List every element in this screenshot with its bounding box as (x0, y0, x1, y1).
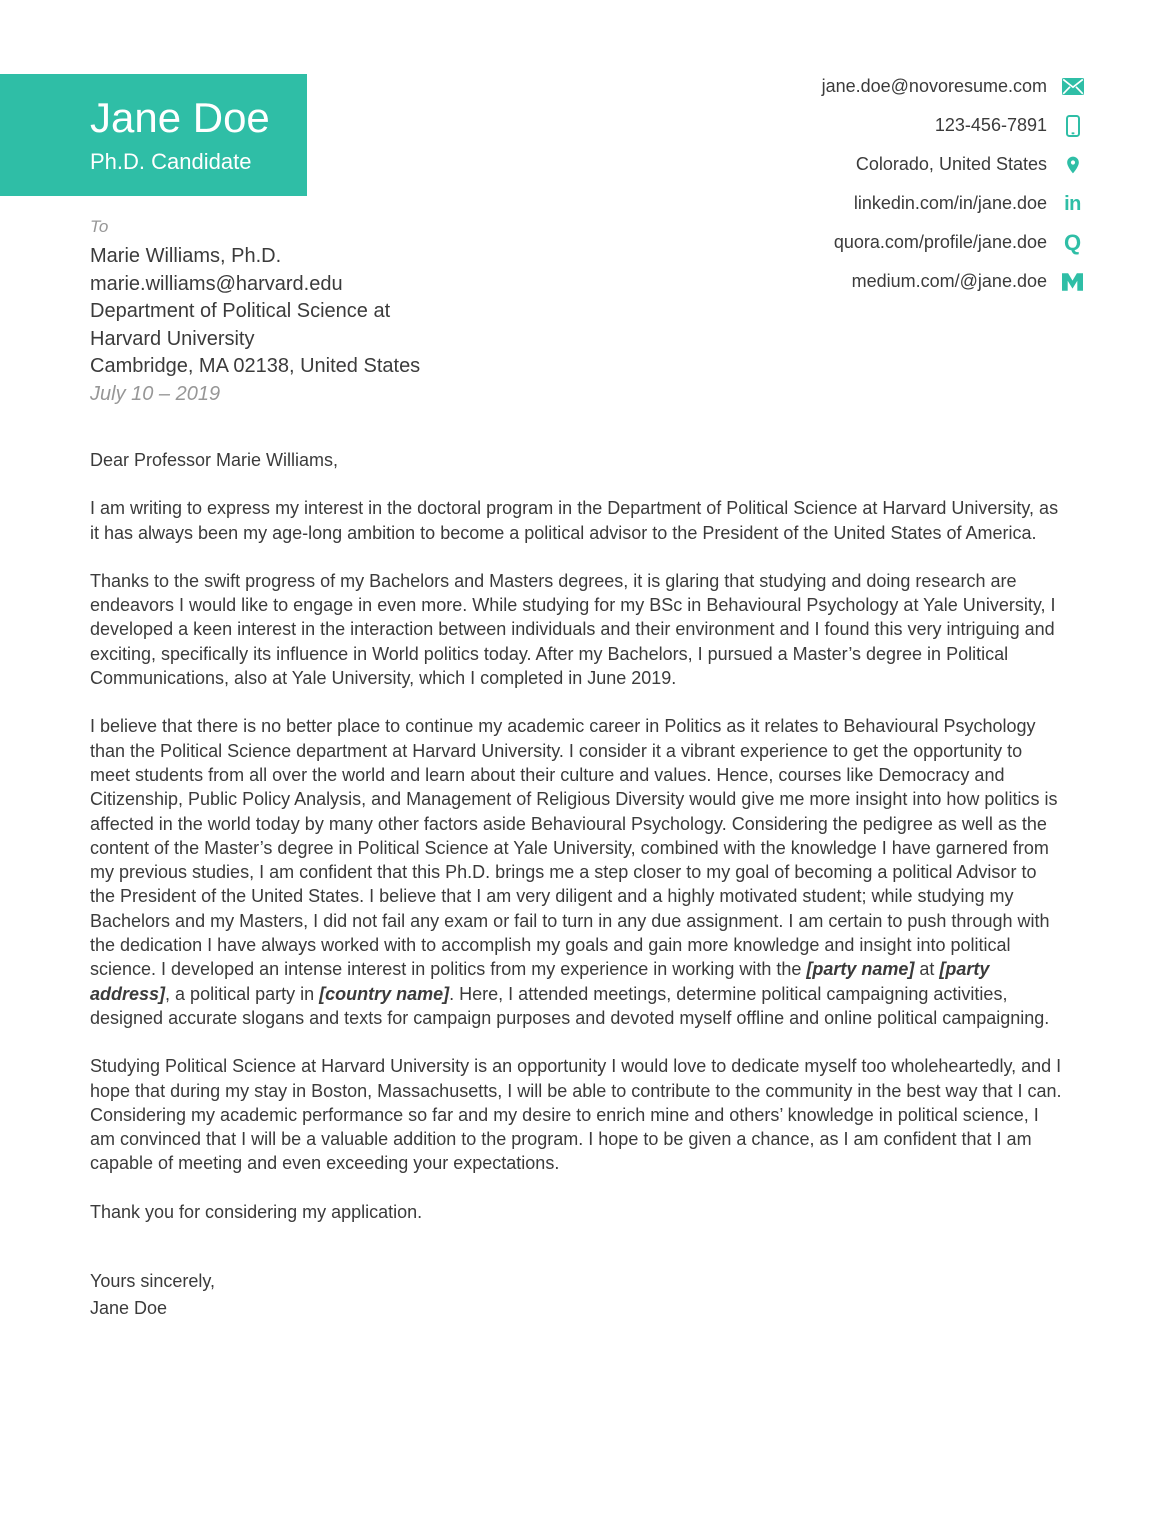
paragraph-5: Thank you for considering my application. (90, 1201, 423, 1222)
salutation: Dear Professor Marie Williams, (90, 450, 339, 470)
contact-list (822, 67, 1085, 301)
closing-phrase: Yours sincerely, (90, 1271, 216, 1292)
email-icon (1060, 75, 1085, 99)
linkedin-icon: in (1064, 192, 1081, 215)
smartphone-icon (1060, 114, 1085, 138)
location-pin-icon (1060, 153, 1085, 177)
signature-name: Jane Doe (90, 1298, 168, 1319)
candidate-title: Ph.D. Candidate (90, 148, 252, 174)
phone-number[interactable]: 123-456-7891 (934, 115, 1047, 135)
contact-row-phone (935, 106, 1085, 145)
paragraph-3: I believe that there is no better place to continue my academic career in Politics as it relates to Behavioural Psychology than the Political Science department at Harvard University. I consider it a vibrant experience to get the opportunity to meet students from all over the world and learn about their culture and values. Hence, courses like Democracy and Citizenship, Public Policy Analysis, and Management of Religious Diversity would give me more insight into how politics is affected in the world today by many other factors aside Behavioural Psychology. Considering the pedigree as well as the content of the Master’s degree in Political Science at Yale University, combined with the knowledge I have garnered from my previous studies, I am confident that this Ph.D. brings me a step closer to my goal of becoming a political Advisor to the President of the United States. I believe that I am very diligent and a highly motivated student; while studying my Bachelors and my Masters, I did not fail any exam or fail to turn in any due assignment. I am certain to push through with the dedication I have always worked with to accomplish my goals and gain more knowledge and insight into political science. I developed an intense interest in politics from my experience in working with the [party name] at [party address], a political party in [country name]. Here, I attended meetings, determine political campaigning activities, designed accurate slogans and texts for campaign purposes and devoted myself offline and online political campaigning. (90, 716, 1058, 1028)
contact-row-quora (834, 223, 1085, 262)
recipient-department: Department of Political Science at (90, 300, 391, 322)
paragraph-4: Studying Political Science at Harvard University is an opportunity I would love to dedicate myself too wholeheartedly, and I hope that during my stay in Boston, Massachusetts, I will be able to contribute to the community in the best way that I can. Considering my academic performance so far and my desire to enrich mine and others’ knowledge in political science, I am convinced that I will be a valuable addition to the program. I hope to be given a chance, as I am confident that I am capable of meeting and even exceeding your expectations. (90, 1056, 1062, 1174)
medium-icon (1060, 270, 1085, 294)
name-banner (0, 74, 307, 196)
contact-row-email (822, 67, 1085, 106)
location-text: Colorado, United States (855, 154, 1047, 174)
contact-row-linkedin (854, 184, 1085, 223)
to-label: To (90, 217, 109, 236)
candidate-name: Jane Doe (90, 94, 270, 142)
recipient-address: Cambridge, MA 02138, United States (90, 355, 421, 377)
paragraph-1: I am writing to express my interest in the doctoral program in the Department of Political Science at Harvard University, as it has always been my age-long ambition to become a political advisor to the President of the United States of America. (90, 498, 1059, 543)
recipient-email[interactable]: marie.williams@harvard.edu (90, 272, 343, 295)
linkedin-link[interactable]: linkedin.com/in/jane.doe (853, 193, 1047, 213)
letter-date: July 10 – 2019 (90, 382, 221, 405)
contact-row-location (856, 145, 1085, 184)
quora-link[interactable]: quora.com/profile/jane.doe (833, 232, 1047, 252)
contact-row-medium (852, 262, 1085, 301)
closing-block (90, 1268, 1065, 1322)
quora-icon: Q (1063, 229, 1082, 255)
paragraph-2: Thanks to the swift progress of my Bachelors and Masters degrees, it is glaring that studying and doing research are endeavors I would like to engage in even more. While studying for my BSc in Behavioural Psychology at Yale University, I developed a keen interest in the interaction between individuals and their environment and I found this very intriguing and exciting, specifically its influence in World politics today. After my Bachelors, I pursued a Master’s degree in Political Communications, also at Yale University, which I completed in June 2019. (90, 570, 1056, 689)
letter-body (90, 448, 1065, 1322)
email-link[interactable]: jane.doe@novoresume.com (821, 76, 1047, 96)
recipient-university: Harvard University (90, 327, 255, 350)
medium-link[interactable]: medium.com/@jane.doe (851, 271, 1047, 291)
recipient-name: Marie Williams, Ph.D. (90, 245, 282, 267)
